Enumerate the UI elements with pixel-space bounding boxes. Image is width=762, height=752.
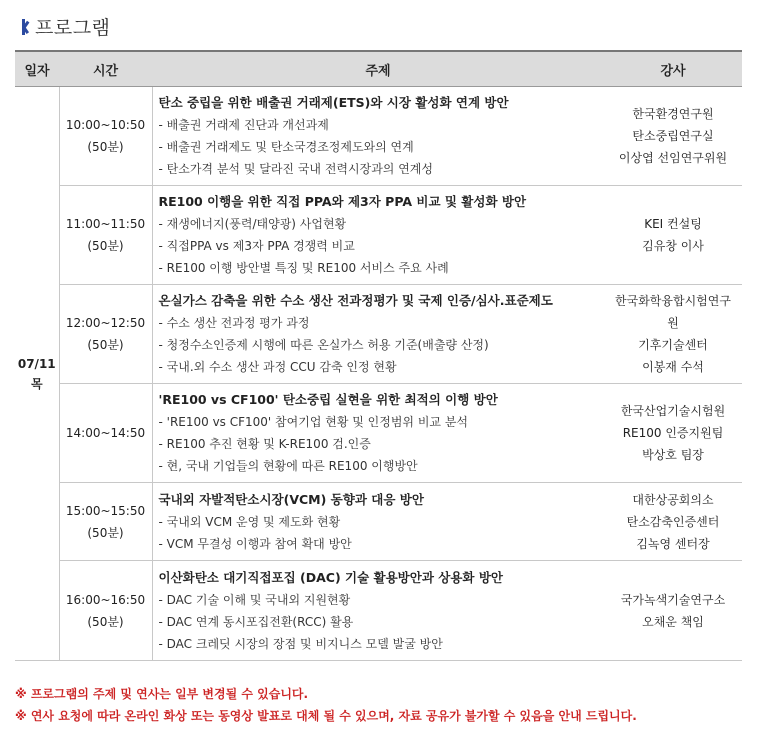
time-cell	[59, 483, 152, 561]
session-title: 국내외 자발적탄소시장(VCM) 동향과 대응 방안	[158, 491, 424, 507]
speaker-line: 박상호 팀장	[642, 448, 704, 462]
speaker-line: 대한상공회의소	[632, 492, 714, 507]
session-time: 10:00~10:50	[65, 118, 146, 132]
speaker-line: 한국산업기술시험원	[620, 404, 726, 418]
speaker-line: 이상엽 선임연구위원	[618, 151, 728, 165]
session-title: 온실가스 감축을 위한 수소 생산 전과정평가 및 국제 인증/심사.표준제도	[158, 293, 553, 308]
session-duration: (50분)	[87, 338, 124, 352]
program-table	[15, 50, 742, 661]
time-cell	[59, 561, 152, 661]
table-row	[15, 87, 742, 186]
session-time: 16:00~16:50	[65, 592, 146, 607]
session-bullet: - RE100 이행 방안별 특징 및 RE100 서비스 주요 사례	[158, 261, 449, 275]
notice-block	[15, 683, 637, 727]
date-day: 07/11	[17, 356, 56, 371]
speaker-line: 김녹영 센터장	[636, 536, 710, 551]
notice-line: ※ 프로그램의 주제 및 연사는 일부 변경될 수 있습니다.	[15, 687, 309, 701]
session-bullet: - 수소 생산 전과정 평가 과정	[158, 316, 310, 330]
time-cell	[59, 384, 152, 483]
header-speaker: 강사	[604, 51, 742, 87]
session-title: RE100 이행을 위한 직접 PPA와 제3자 PPA 비교 및 활성화 방안	[158, 194, 527, 209]
k-logo-icon	[22, 19, 29, 35]
session-bullet: - 청정수소인증제 시행에 따른 온실가스 허용 기준(배출량 산정)	[158, 338, 489, 352]
header-time: 시간	[59, 51, 152, 87]
speaker-cell	[604, 186, 742, 285]
table-header-row	[15, 51, 742, 87]
speaker-line: KEI 컨설팅	[644, 217, 702, 231]
speaker-line: 오채운 책임	[642, 614, 704, 629]
speaker-line: 한국환경연구원	[632, 107, 714, 121]
header-topic: 주제	[152, 51, 604, 87]
time-cell	[59, 186, 152, 285]
date-cell	[15, 87, 59, 661]
table-row	[15, 186, 742, 285]
session-bullet: - 국내.외 수소 생산 과정 CCU 감축 인정 현황	[158, 360, 397, 374]
session-duration: (50분)	[87, 614, 124, 629]
speaker-cell	[604, 285, 742, 384]
session-duration: (50분)	[87, 525, 124, 540]
session-bullet: - 배출권 거래제 진단과 개선과제	[158, 118, 329, 132]
session-time: 11:00~11:50	[65, 217, 146, 231]
session-time: 15:00~15:50	[65, 503, 146, 518]
session-title: 탄소 중립을 위한 배출권 거래제(ETS)와 시장 활성화 연계 방안	[158, 95, 509, 110]
table-row	[15, 483, 742, 561]
session-bullet: - VCM 무결성 이행과 참여 확대 방안	[158, 536, 352, 551]
speaker-line: 탄소중립연구실	[632, 129, 714, 143]
session-title: 이산화탄소 대기직접포집 (DAC) 기술 활용방안과 상용화 방안	[158, 569, 503, 585]
header-date: 일자	[15, 51, 59, 87]
session-bullet: - DAC 기술 이해 및 국내외 지원현황	[158, 592, 351, 607]
topic-cell	[152, 87, 604, 186]
table-row	[15, 561, 742, 661]
session-bullet: - 'RE100 vs CF100' 참여기업 현황 및 인정범위 비교 분석	[158, 415, 469, 429]
speaker-line: 기후기술센터	[638, 338, 708, 352]
speaker-line: 원	[667, 316, 679, 330]
session-bullet: - 국내외 VCM 운영 및 제도화 현황	[158, 514, 341, 529]
speaker-cell	[604, 561, 742, 661]
topic-cell	[152, 561, 604, 661]
speaker-line: 김유창 이사	[642, 239, 704, 253]
topic-cell	[152, 483, 604, 561]
session-bullet: - 재생에너지(풍력/태양광) 사업현황	[158, 217, 347, 231]
session-bullet: - 탄소가격 분석 및 달라진 국내 전력시장과의 연계성	[158, 162, 433, 176]
session-duration: (50분)	[87, 239, 124, 253]
speaker-line: 한국화학융합시험연구	[615, 294, 731, 308]
date-weekday: 목	[30, 376, 43, 391]
time-cell	[59, 87, 152, 186]
speaker-cell	[604, 384, 742, 483]
table-row	[15, 384, 742, 483]
session-bullet: - RE100 추진 현황 및 K-RE100 검.인증	[158, 437, 371, 451]
session-title: 'RE100 vs CF100' 탄소중립 실현을 위한 최적의 이행 방안	[158, 392, 498, 407]
session-bullet: - 현, 국내 기업들의 현황에 따른 RE100 이행방안	[158, 459, 418, 473]
page-title: 프로그램	[35, 17, 111, 39]
speaker-cell	[604, 87, 742, 186]
session-duration: (50분)	[87, 140, 124, 154]
session-time: 12:00~12:50	[65, 316, 146, 330]
speaker-line: 탄소감축인증센터	[626, 514, 720, 529]
topic-cell	[152, 186, 604, 285]
session-bullet: - DAC 연계 동시포집전환(RCC) 활용	[158, 614, 354, 629]
session-bullet: - 직접PPA vs 제3자 PPA 경쟁력 비교	[158, 239, 355, 253]
session-bullet: - DAC 크레딧 시장의 장점 및 비지니스 모델 발굴 방안	[158, 636, 443, 651]
table-row	[15, 285, 742, 384]
topic-cell	[152, 384, 604, 483]
page-header	[22, 13, 110, 40]
topic-cell	[152, 285, 604, 384]
speaker-line: RE100 인증지원팀	[622, 426, 724, 440]
speaker-line: 이봉재 수석	[642, 360, 704, 374]
speaker-line: 국가녹색기술연구소	[620, 592, 726, 607]
session-time: 14:00~14:50	[65, 426, 146, 440]
notice-line: ※ 연사 요청에 따라 온라인 화상 또는 동영상 발표로 대체 될 수 있으며, 자료 공유가 불가할 수 있음을 안내 드립니다.	[15, 709, 637, 723]
time-cell	[59, 285, 152, 384]
speaker-cell	[604, 483, 742, 561]
session-bullet: - 배출권 거래제도 및 탄소국경조정제도와의 연계	[158, 140, 414, 154]
